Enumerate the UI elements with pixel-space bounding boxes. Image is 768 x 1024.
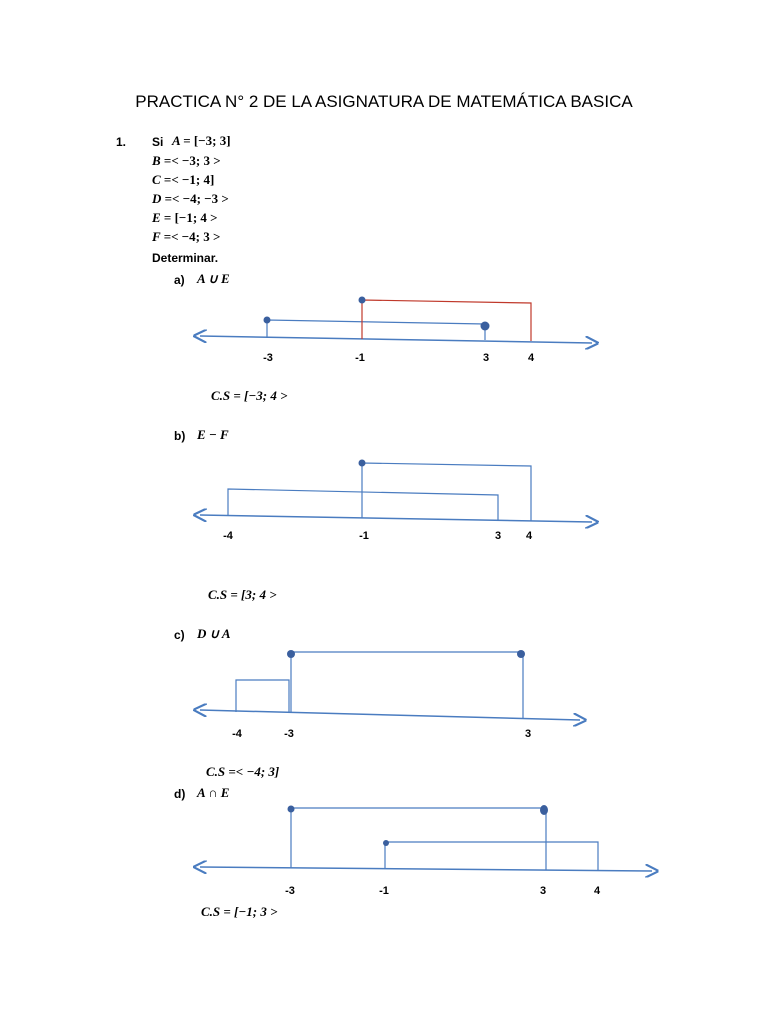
interval-a-bracket [291,652,523,718]
axis-line [200,867,652,871]
tick-label: 4 [525,530,533,542]
tick-label: -4 [232,728,242,740]
set-d-def: D =< −4; −3 > [152,191,229,206]
closed-endpoint [481,322,490,331]
tick-label: -1 [355,352,365,364]
number-line-a [200,297,592,344]
part-a-expr: A ∪ E [197,271,230,286]
tick-label: -3 [284,728,294,740]
part-c-label: c) [174,628,185,642]
tick-label: -4 [223,530,233,542]
closed-endpoint [540,805,548,815]
tick-label: 3 [482,352,490,364]
tick-label: 4 [593,885,601,897]
tick-label: -3 [285,885,295,897]
tick-label: -1 [379,885,389,897]
tick-label: -1 [359,530,369,542]
tick-label: 3 [494,530,502,542]
set-a-def: A = [−3; 3] [172,133,231,148]
part-d-expr: A ∩ E [197,785,230,800]
tick-label: 3 [524,728,532,740]
si-label: Si [152,135,164,149]
set-e-def: E = [−1; 4 > [152,210,218,225]
number-line-c [200,650,580,720]
interval-e-bracket [362,300,531,341]
solution-c: C.S =< −4; 3] [206,764,280,779]
part-a-label: a) [174,273,185,287]
closed-endpoint [288,806,295,813]
set-c-def: C =< −1; 4] [152,172,215,187]
set-b-def: B =< −3; 3 > [152,153,221,168]
number-line-d [200,805,652,871]
problem-number: 1. [116,135,127,149]
part-c-expr: D ∪ A [197,626,231,641]
interval-a-bracket [267,320,485,340]
tick-label: 4 [527,352,535,364]
interval-e-bracket [385,842,598,870]
number-line-b [200,460,592,523]
interval-f-bracket [228,489,498,520]
solution-d: C.S = [−1; 3 > [201,904,278,919]
axis-line [200,515,592,522]
solution-a: C.S = [−3; 4 > [211,388,288,403]
interval-d-bracket [236,680,289,713]
axis-line [200,336,592,343]
tick-label: 3 [539,885,547,897]
closed-endpoint [287,650,295,658]
page-title: PRACTICA N° 2 DE LA ASIGNATURA DE MATEMÁTICA BASICA [135,92,633,111]
solution-b: C.S = [3; 4 > [208,587,277,602]
closed-endpoint [264,317,271,324]
part-b-label: b) [174,429,186,443]
closed-endpoint [517,650,525,658]
closed-endpoint [383,840,389,846]
set-f-def: F =< −4; 3 > [152,229,221,244]
closed-endpoint [359,460,366,467]
interval-a-bracket [291,808,546,870]
closed-endpoint [359,297,366,304]
determine-label: Determinar. [152,251,219,265]
tick-label: -3 [263,352,273,364]
part-b-expr: E − F [197,427,229,442]
part-d-label: d) [174,787,186,801]
